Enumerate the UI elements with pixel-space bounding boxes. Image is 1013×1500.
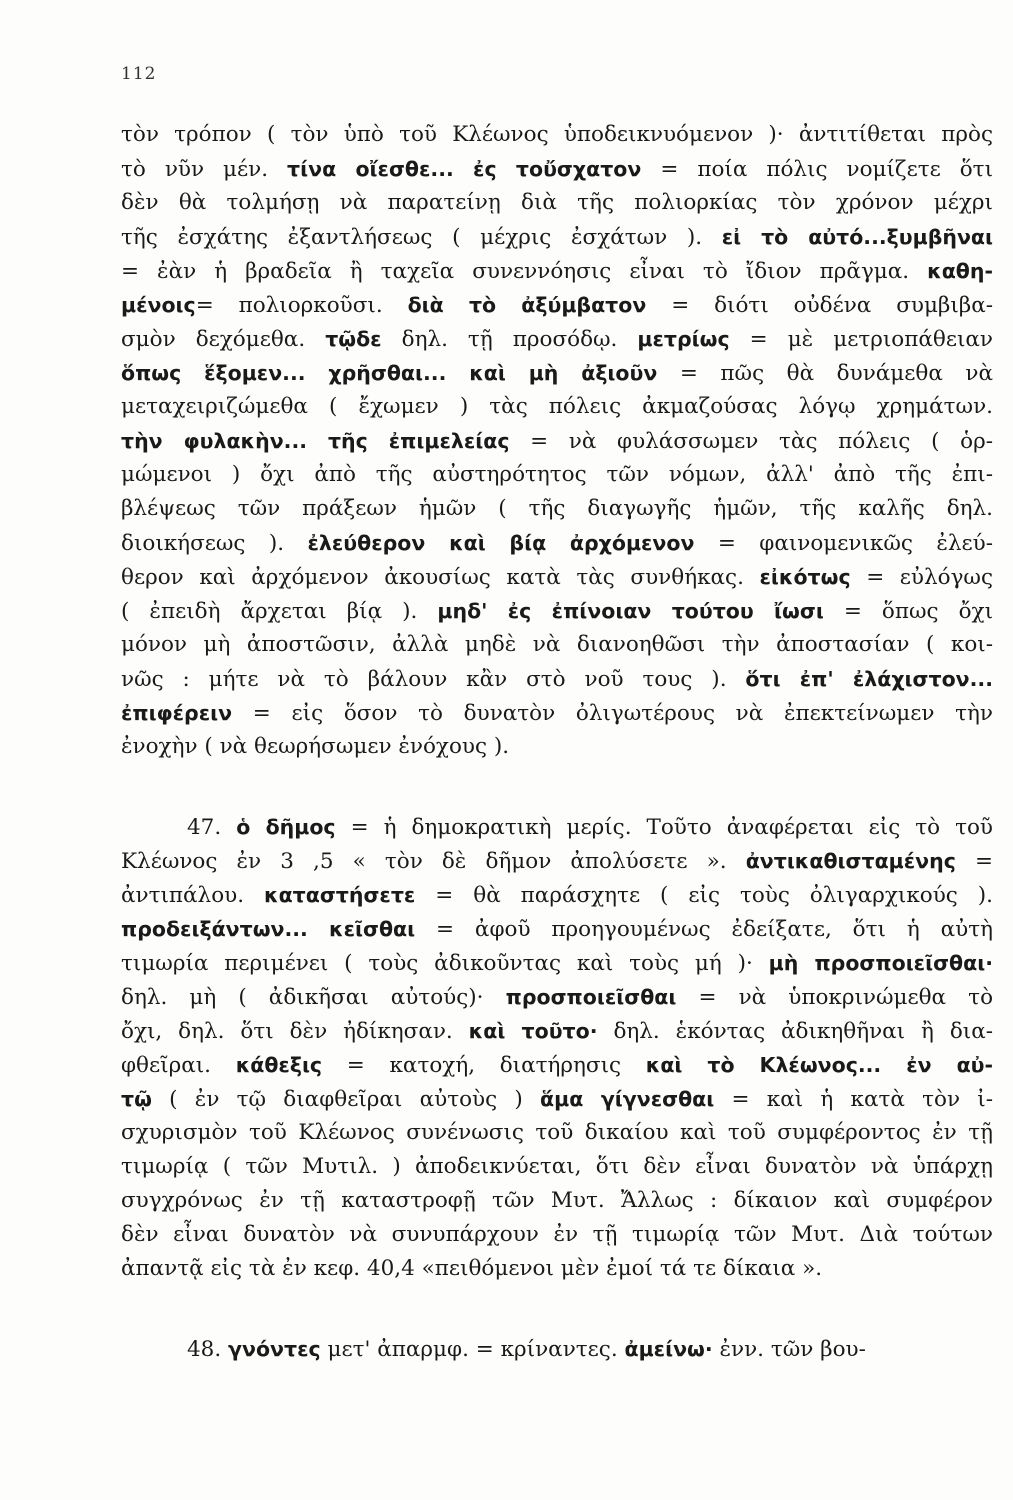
gloss-text: νῶς : μήτε νὰ τὸ βάλουν κἂν στὸ νοῦ τους ).: [121, 667, 746, 692]
text-line: [121, 220, 993, 254]
gloss-text: = διότι οὐδένα συμβιβα-: [646, 293, 993, 318]
text-line: [121, 118, 993, 152]
gloss-text: δηλ. τῇ προσόδῳ.: [381, 327, 638, 352]
gloss-text: βλέψεως τῶν πράξεων ἡμῶν ( τῆς διαγωγῆς ἡμῶν, τῆς καλῆς δηλ.: [121, 496, 993, 521]
gloss-text: ( ἐν τῷ διαφθεῖραι αὐτοὺς ): [151, 1087, 541, 1112]
gloss-text: δηλ. ἑκόντας ἀδικηθῆναι ἢ δια-: [597, 1019, 993, 1044]
gloss-text: Κλέωνος ἐν 3 ,5 « τὸν δὲ δῆμον ἀπολύσετε ».: [121, 849, 746, 874]
gloss-text: = καὶ ἡ κατὰ τὸν ἰ-: [714, 1087, 993, 1112]
gloss-text: = ἐὰν ἡ βραδεῖα ἢ ταχεῖα συνεννόησις εἶναι τὸ ἴδιον πρᾶγμα.: [121, 259, 928, 284]
text-line: [121, 844, 993, 878]
text-line: [121, 1048, 993, 1082]
lemma-term: μὴ προσποιεῖσθαι·: [768, 951, 993, 975]
paragraph: [121, 810, 993, 1286]
gloss-text: μετ' ἀπαρμφ. = κρίναντες.: [320, 1337, 625, 1362]
text-line: [121, 492, 993, 526]
lemma-term: τῷδε: [325, 327, 382, 351]
gloss-text: ἐνοχὴν ( νὰ θεωρήσωμεν ἐνόχους ).: [121, 734, 510, 759]
text-line: [121, 356, 993, 390]
lemma-term: καὶ τὸ Κλέωνος... ἐν αὐ-: [645, 1053, 994, 1077]
gloss-text: = εὐλόγως: [850, 565, 993, 590]
gloss-text: 48.: [187, 1337, 229, 1362]
gloss-text: τιμωρίᾳ ( τῶν Μυτιλ. ) ἀποδεικνύεται, ὅτι δὲν εἶναι δυνατὸν νὰ ὑπάρχῃ: [121, 1154, 993, 1179]
gloss-text: ( ἐπειδὴ ἄρχεται βίᾳ ).: [121, 599, 438, 624]
paragraph-gap: [121, 1286, 993, 1332]
gloss-text: 47.: [187, 815, 237, 840]
gloss-text: μώμενοι ) ὄχι ἀπὸ τῆς αὐστηρότητος τῶν νόμων, ἀλλ' ἀπὸ τῆς ἐπι-: [121, 462, 993, 487]
lemma-term: ἅμα γίγνεσθαι: [540, 1087, 715, 1111]
text-line: [121, 1218, 993, 1252]
text-line: [121, 878, 993, 912]
gloss-text: δὲν εἶναι δυνατὸν νὰ συνυπάρχουν ἐν τῇ τιμωρίᾳ τῶν Μυτ. Διὰ τούτων: [121, 1222, 993, 1247]
lemma-term: διὰ τὸ ἀξύμβατον: [407, 293, 647, 317]
gloss-text: = πολιορκοῦσι.: [195, 293, 408, 318]
lemma-term: καὶ τοῦτο·: [468, 1019, 598, 1043]
text-line: [121, 152, 993, 186]
lemma-term: τῷ: [121, 1087, 152, 1111]
text-line: [121, 912, 993, 946]
lemma-term: προσποιεῖσθαι: [505, 985, 677, 1009]
text-line: [121, 696, 993, 730]
paragraph: [121, 1332, 993, 1366]
gloss-text: = ἡ δημοκρατικὴ μερίς. Τοῦτο ἀναφέρεται εἰς τὸ τοῦ: [335, 815, 993, 840]
gloss-text: φθεῖραι.: [121, 1053, 236, 1078]
text-line: [121, 980, 993, 1014]
text-line: [121, 810, 993, 844]
lemma-term: καταστήσετε: [264, 883, 416, 907]
gloss-text: ἐνν. τῶν βου-: [712, 1337, 866, 1362]
gloss-text: = μὲ μετριοπάθειαν: [729, 327, 993, 352]
text-line: [121, 254, 993, 288]
text-line: [121, 526, 993, 560]
lemma-term: μένοις: [121, 293, 196, 317]
lemma-term: ὅπως ἕξομεν... χρῆσθαι... καὶ μὴ ἀξιοῦν: [121, 361, 658, 385]
text-line: [121, 1252, 993, 1286]
commentary-text: [121, 118, 993, 1366]
gloss-text: διοικήσεως ).: [121, 531, 308, 556]
lemma-term: κάθεξις: [235, 1053, 323, 1077]
gloss-text: τιμωρία περιμένει ( τοὺς ἀδικοῦντας καὶ τοὺς μή )·: [121, 951, 769, 976]
gloss-text: = εἰς ὅσον τὸ δυνατὸν ὀλιγωτέρους νὰ ἐπεκτείνωμεν τὴν: [232, 701, 993, 726]
gloss-text: συγχρόνως ἐν τῇ καταστροφῇ τῶν Μυτ. Ἄλλως : δίκαιον καὶ συμφέρον: [121, 1188, 993, 1213]
text-line: [121, 424, 993, 458]
gloss-text: σμὸν δεχόμεθα.: [121, 327, 326, 352]
gloss-text: = κατοχή, διατήρησις: [322, 1053, 646, 1078]
lemma-term: ὅτι ἐπ' ἐλάχιστον...: [745, 667, 993, 691]
gloss-text: = φαινομενικῶς ἐλεύ-: [694, 531, 993, 556]
lemma-term: ἀντικαθισταμένης: [745, 849, 956, 873]
text-line: [121, 288, 993, 322]
lemma-term: εἰ τὸ αὐτό...ξυμβῆναι: [721, 225, 994, 249]
text-line: [121, 946, 993, 980]
gloss-text: τὸν τρόπον ( τὸν ὑπὸ τοῦ Κλέωνος ὑποδεικνυόμενον )· ἀντιτίθεται πρὸς: [121, 122, 993, 147]
lemma-term: μηδ' ἐς ἐπίνοιαν τούτου ἴωσι: [437, 599, 824, 623]
gloss-text: ἀπαντᾷ εἰς τὰ ἐν κεφ. 40,4 «πειθόμενοι μὲν ἐμοί τά τε δίκαια ».: [121, 1256, 823, 1281]
gloss-text: μεταχειριζώμεθα ( ἔχωμεν ) τὰς πόλεις ἀκμαζούσας λόγῳ χρημάτων.: [121, 394, 993, 419]
page-number: 112: [121, 64, 157, 84]
gloss-text: τῆς ἐσχάτης ἐξαντλήσεως ( μέχρις ἐσχάτων ).: [121, 225, 722, 250]
text-line: [121, 186, 993, 220]
text-line: [121, 1150, 993, 1184]
lemma-term: ἐπιφέρειν: [121, 701, 233, 725]
gloss-text: =: [955, 849, 993, 874]
lemma-term: καθη-: [927, 259, 993, 283]
lemma-term: ἐλεύθερον καὶ βίᾳ ἀρχόμενον: [307, 531, 695, 555]
text-line: [121, 1116, 993, 1150]
text-line: [121, 662, 993, 696]
gloss-text: = νὰ φυλάσσωμεν τὰς πόλεις ( ὁρ-: [509, 429, 993, 454]
gloss-text: ἀντιπάλου.: [121, 883, 264, 908]
text-line: [121, 628, 993, 662]
lemma-term: τὴν φυλακὴν... τῆς ἐπιμελείας: [121, 429, 510, 453]
text-line: [121, 1082, 993, 1116]
gloss-text: δηλ. μὴ ( ἀδικῆσαι αὐτούς)·: [121, 985, 506, 1010]
gloss-text: = ποία πόλις νομίζετε ὅτι: [641, 157, 993, 182]
text-line: [121, 1332, 993, 1366]
text-line: [121, 730, 993, 764]
lemma-term: τίνα οἴεσθε... ἐς τοὔσχατον: [287, 157, 642, 181]
lemma-term: ὁ δῆμος: [236, 815, 336, 839]
lemma-term: εἰκότως: [759, 565, 851, 589]
text-line: [121, 594, 993, 628]
gloss-text: θερον καὶ ἀρχόμενον ἀκουσίως κατὰ τὰς συνθήκας.: [121, 565, 760, 590]
text-line: [121, 322, 993, 356]
text-line: [121, 560, 993, 594]
text-line: [121, 1014, 993, 1048]
gloss-text: σχυρισμὸν τοῦ Κλέωνος συνένωσις τοῦ δικαίου καὶ τοῦ συμφέροντος ἐν τῇ: [121, 1120, 993, 1145]
gloss-text: = πῶς θὰ δυνάμεθα νὰ: [657, 361, 993, 386]
text-line: [121, 458, 993, 492]
text-line: [121, 1184, 993, 1218]
gloss-text: = ὅπως ὄχι: [823, 599, 993, 624]
paragraph: [121, 118, 993, 764]
gloss-text: ὄχι, δηλ. ὅτι δὲν ἠδίκησαν.: [121, 1019, 469, 1044]
gloss-text: = ἀφοῦ προηγουμένως ἐδείξατε, ὅτι ἡ αὐτὴ: [415, 917, 993, 942]
gloss-text: = θὰ παράσχητε ( εἰς τοὺς ὀλιγαρχικούς ).: [415, 883, 993, 908]
paragraph-gap: [121, 764, 993, 810]
gloss-text: δὲν θὰ τολμήσῃ νὰ παρατείνῃ διὰ τῆς πολιορκίας τὸν χρόνον μέχρι: [121, 190, 993, 215]
lemma-term: προδειξάντων... κεῖσθαι: [121, 917, 416, 941]
gloss-text: μόνον μὴ ἀποστῶσιν, ἀλλὰ μηδὲ νὰ διανοηθῶσι τὴν ἀποστασίαν ( κοι-: [121, 632, 993, 657]
text-line: [121, 390, 993, 424]
gloss-text: = νὰ ὑποκρινώμεθα τὸ: [676, 985, 994, 1010]
gloss-text: τὸ νῦν μέν.: [121, 157, 288, 182]
lemma-term: ἀμείνω·: [624, 1337, 713, 1361]
lemma-term: γνόντες: [228, 1337, 321, 1361]
lemma-term: μετρίως: [637, 327, 730, 351]
